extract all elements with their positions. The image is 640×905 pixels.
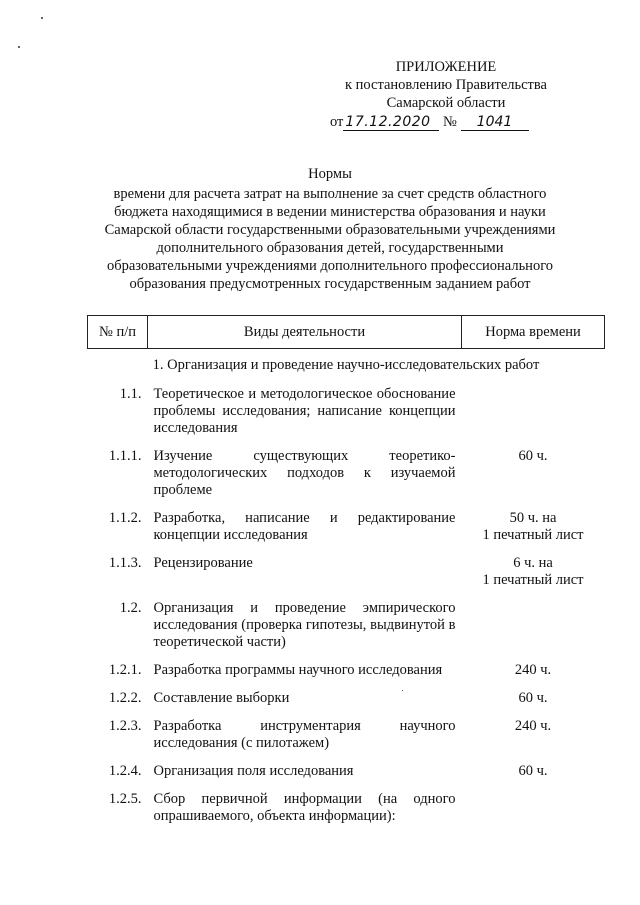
table-row [88, 445, 605, 507]
table-row [88, 760, 605, 788]
row-number: 1.2.3. [108, 718, 142, 734]
row-norm-text: 50 ч. на 1 печатный лист [482, 510, 584, 543]
row-description: Рецензирование [153, 555, 253, 571]
row-description: Организация поля исследования [153, 763, 354, 779]
table-row [88, 687, 605, 715]
row-number: 1.1.3. [108, 555, 142, 571]
title-heading: Нормы [308, 166, 352, 182]
section-title: 1. Организация и проведение научно-исследовательских работ [152, 357, 540, 373]
norms-table [87, 315, 605, 833]
row-norm [462, 383, 605, 445]
row-norm: 60 ч. [518, 763, 548, 779]
date-number-line [330, 113, 562, 131]
title-line: бюджета находящимися в ведении министерства образования и науки [114, 204, 546, 220]
title-line: Самарской области государственными образовательными учреждениями [104, 222, 556, 238]
row-norm: 240 ч. [514, 662, 552, 678]
header-number: № п/п [88, 316, 148, 349]
row-description: Изучение существующих теоретико-методологических подходов к изучаемой проблеме [153, 448, 456, 498]
table-row [88, 507, 605, 552]
row-description: Теоретическое и методологическое обоснование проблемы исследования; написание концепции исследования [153, 386, 456, 436]
handwritten-date: 17.12.2020 [343, 115, 439, 131]
title-line: дополнительного образования детей, государственными [156, 240, 504, 256]
row-number: 1.1.1. [108, 448, 142, 464]
appendix-block [330, 58, 562, 131]
title-line: образования предусмотренных государственным заданием работ [129, 276, 531, 292]
row-number: 1.2.1. [108, 662, 142, 678]
row-number: 1.1. [119, 386, 142, 402]
table-row [88, 788, 605, 833]
scan-speck [18, 46, 20, 48]
table-row [88, 659, 605, 687]
row-norm-text: 6 ч. на 1 печатный лист [482, 555, 584, 588]
row-norm: 240 ч. [514, 718, 552, 734]
header-activity: Виды деятельности [148, 316, 462, 349]
number-label: № [443, 114, 457, 130]
title-line: времени для расчета затрат на выполнение за счет средств областного [113, 186, 547, 202]
table-row [88, 383, 605, 445]
row-norm [462, 552, 605, 597]
row-description: Сбор первичной информации (на одного опрашиваемого, объекта информации): [153, 791, 456, 824]
row-norm: 60 ч. [518, 690, 548, 706]
handwritten-number: 1041 [461, 115, 529, 131]
row-number: 1.2.5. [108, 791, 142, 807]
appendix-line-1: к постановлению Правительства [345, 77, 547, 93]
table-row [88, 552, 605, 597]
row-norm [462, 788, 605, 833]
row-number: 1.2. [119, 600, 142, 616]
table-header-row [88, 316, 605, 349]
document-title [80, 165, 580, 293]
row-norm [462, 597, 605, 659]
title-line: образовательными учреждениями дополнительного профессионального [106, 258, 554, 274]
header-time-norm: Норма времени [462, 316, 605, 349]
row-description: Разработка программы научного исследования [153, 662, 443, 678]
row-number: 1.2.4. [108, 763, 142, 779]
row-number: 1.1.2. [108, 510, 142, 526]
date-label: от [330, 114, 344, 130]
row-description: Разработка, написание и редактирование концепции исследования [153, 510, 456, 543]
row-description: Составление выборки [153, 690, 290, 706]
appendix-title: ПРИЛОЖЕНИЕ [395, 59, 497, 75]
row-number: 1.2.2. [108, 690, 142, 706]
section-row [88, 349, 605, 384]
scan-speck [41, 17, 43, 19]
table-row [88, 715, 605, 760]
row-description: Разработка инструментария научного исследования (с пилотажем) [153, 718, 456, 751]
table-row [88, 597, 605, 659]
row-norm: 60 ч. [518, 448, 548, 464]
row-description: Организация и проведение эмпирического исследования (проверка гипотезы, выдвинутой в теоретической части) [153, 600, 456, 650]
appendix-line-2: Самарской области [386, 95, 506, 111]
row-norm [462, 507, 605, 552]
